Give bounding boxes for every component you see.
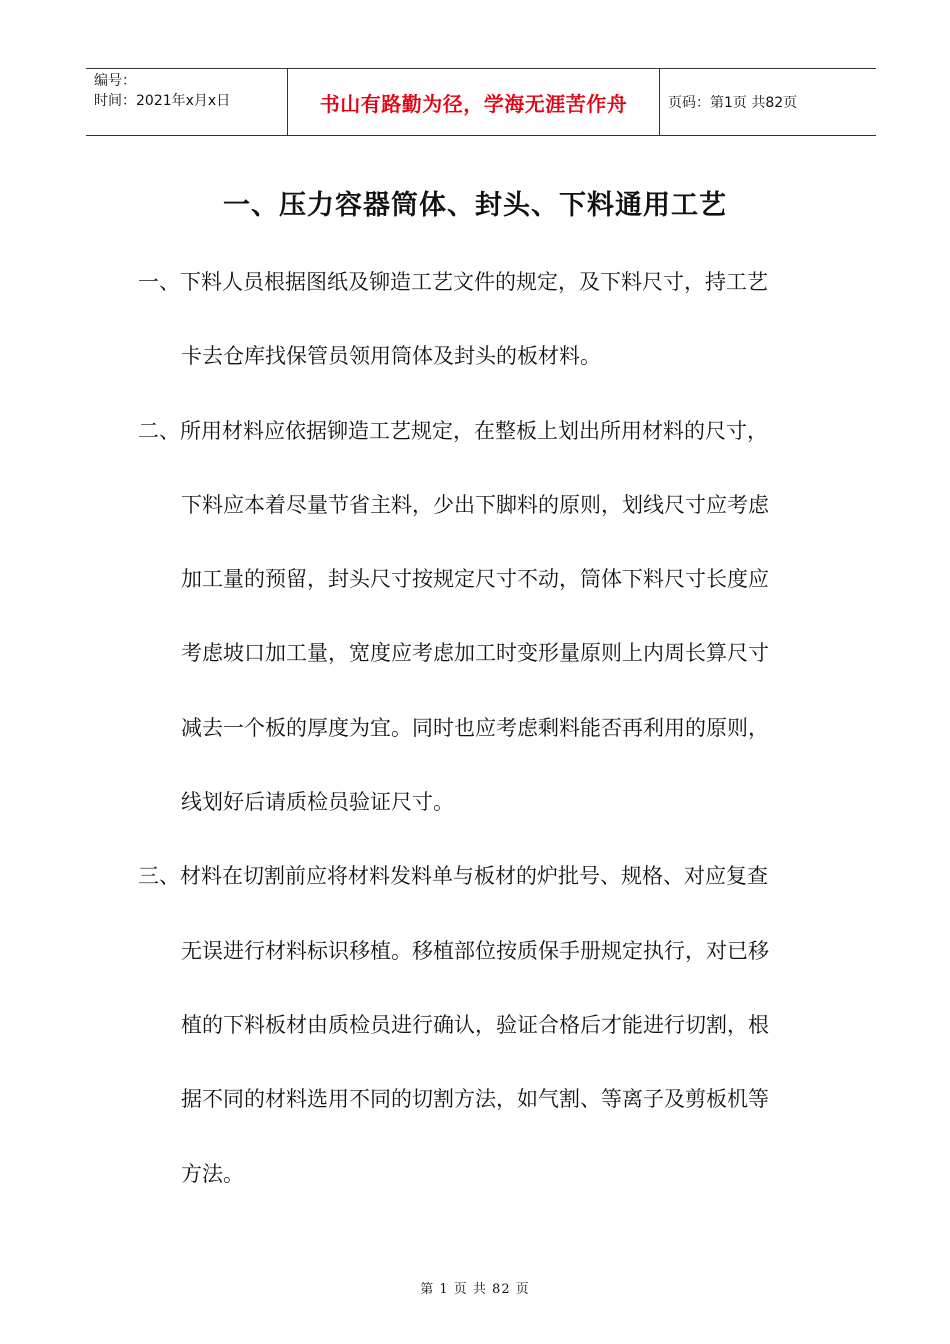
section-3-line-4: 据不同的材料选用不同的切割方法，如气割、等离子及剪板机等	[181, 1087, 769, 1111]
section-2-line-2: 下料应本着尽量节省主料，少出下脚料的原则，划线尺寸应考虑	[181, 493, 769, 517]
header-meta	[86, 69, 287, 135]
time-label: 时间：2021年x月x日	[94, 93, 231, 109]
section-2-line-4: 考虑坡口加工量，宽度应考虑加工时变形量原则上内周长算尺寸	[181, 641, 769, 665]
document-title: 一、压力容器筒体、封头、下料通用工艺	[223, 190, 727, 221]
header-page-info	[660, 69, 876, 135]
section-3-line-2: 无误进行材料标识移植。移植部位按质保手册规定执行，对已移	[181, 939, 769, 963]
page-footer: 第 1 页 共 82 页	[420, 1282, 530, 1297]
section-3-line-1: 三、材料在切割前应将材料发料单与板材的炉批号、规格、对应复查	[138, 864, 768, 888]
section-2-line-3: 加工量的预留，封头尺寸按规定尺寸不动，筒体下料尺寸长度应	[181, 567, 769, 591]
section-3-line-5: 方法。	[181, 1162, 244, 1186]
section-2-line-5: 减去一个板的厚度为宜。同时也应考虑剩料能否再利用的原则，	[181, 716, 769, 740]
number-label: 编号：	[94, 73, 136, 89]
section-1-line-1: 一、下料人员根据图纸及铆造工艺文件的规定，及下料尺寸，持工艺	[138, 270, 768, 294]
motto-text: 书山有路勤为径，学海无涯苦作舟	[319, 91, 628, 116]
document-header	[86, 68, 876, 136]
section-2-line-1: 二、所用材料应依据铆造工艺规定，在整板上划出所用材料的尺寸，	[138, 419, 768, 443]
header-motto-cell	[287, 69, 660, 135]
section-1-line-2: 卡去仓库找保管员领用筒体及封头的板材料。	[181, 344, 601, 368]
section-2-line-6: 线划好后请质检员验证尺寸。	[181, 790, 454, 814]
section-3-line-3: 植的下料板材由质检员进行确认，验证合格后才能进行切割，根	[181, 1013, 769, 1037]
page-info-text: 页码：第1页 共82页	[668, 95, 798, 111]
